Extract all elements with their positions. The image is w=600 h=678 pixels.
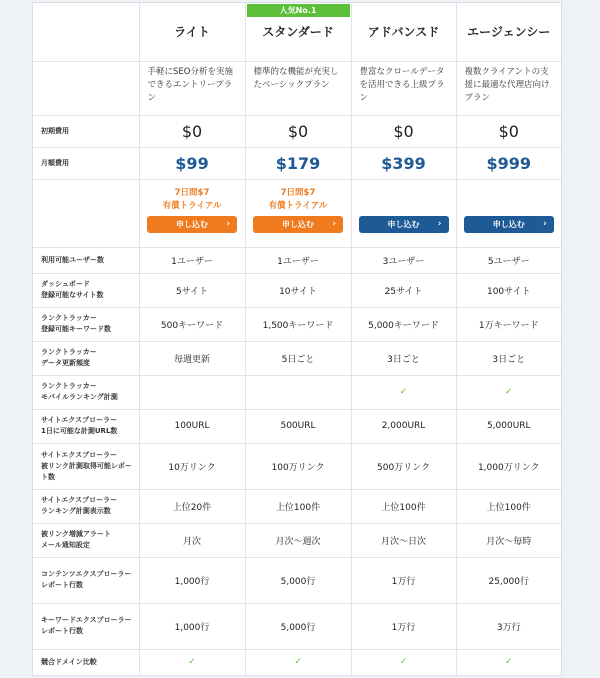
trial-offer-text: 7日間$7 有償トライアル — [162, 187, 222, 211]
feature-value-text: 5,000キーワード — [368, 320, 439, 331]
feature-value-text: 1万キーワード — [478, 320, 539, 331]
feature-value-agency — [456, 247, 561, 273]
feature-value-lite — [139, 523, 245, 557]
plan-desc-advanced: 豊富なクロールデータを活用できる上級プラン — [351, 61, 456, 115]
feature-value-text: 月次 — [182, 536, 201, 547]
feature-value-text: 1万行 — [391, 622, 416, 633]
feature-label: ダッシュボード 登録可能なサイト数 — [33, 273, 139, 307]
feature-value-text: 5サイト — [175, 286, 209, 297]
feature-value-text: 上位100件 — [381, 502, 426, 513]
feature-value-text: 3万行 — [496, 622, 521, 633]
feature-value-advanced — [351, 523, 456, 557]
check-icon: ✓ — [399, 657, 408, 667]
feature-row — [33, 523, 561, 557]
monthly-fee-label: 月額費用 — [33, 147, 139, 179]
feature-row — [33, 557, 561, 603]
feature-label: サイトエクスプローラー 被リンク計測取得可能レポート数 — [33, 443, 139, 489]
cta-cell-advanced — [351, 179, 456, 247]
initial-fee-row — [33, 115, 561, 147]
feature-value-lite — [139, 375, 245, 409]
feature-row — [33, 247, 561, 273]
feature-value-text: 月次～毎時 — [486, 536, 532, 547]
feature-value-advanced — [351, 649, 456, 675]
feature-value-agency — [456, 341, 561, 375]
feature-value-lite — [139, 247, 245, 273]
chevron-right-icon: › — [437, 218, 442, 229]
feature-value-text: 1ユーザー — [171, 256, 213, 267]
check-icon: ✓ — [504, 387, 513, 397]
feature-value-advanced — [351, 375, 456, 409]
feature-value-text: 500キーワード — [160, 320, 224, 331]
apply-button-standard[interactable] — [253, 216, 343, 233]
feature-value-text: 毎週更新 — [173, 354, 210, 365]
feature-value-lite — [139, 489, 245, 523]
monthly-fee-agency: $999 — [456, 147, 561, 179]
pricing-table-container — [32, 2, 562, 676]
feature-value-standard — [245, 603, 351, 649]
feature-value-text: 1ユーザー — [277, 256, 319, 267]
feature-row — [33, 341, 561, 375]
feature-value-text: 5,000URL — [486, 421, 531, 431]
feature-label: サイトエクスプローラー 1日に可能な計測URL数 — [33, 409, 139, 443]
check-icon: ✓ — [399, 387, 408, 397]
feature-value-text: 500URL — [280, 421, 316, 431]
feature-label: キーワードエクスプローラー レポート行数 — [33, 603, 139, 649]
feature-value-text: 100URL — [174, 421, 210, 431]
plan-desc-standard: 標準的な機能が充実したベーシックプラン — [245, 61, 351, 115]
feature-value-agency — [456, 409, 561, 443]
feature-value-text: 1,000万リンク — [477, 462, 540, 473]
monthly-fee-advanced: $399 — [351, 147, 456, 179]
feature-value-standard — [245, 489, 351, 523]
feature-value-text: 25,000行 — [488, 576, 529, 587]
feature-value-agency — [456, 603, 561, 649]
apply-button-advanced[interactable] — [359, 216, 449, 233]
feature-label: 競合ドメイン比較 — [33, 649, 139, 675]
chevron-right-icon: › — [543, 218, 547, 229]
feature-value-standard — [245, 307, 351, 341]
feature-value-standard — [245, 375, 351, 409]
feature-value-lite — [139, 273, 245, 307]
feature-value-text: 100万リンク — [271, 462, 325, 473]
feature-value-text: 500万リンク — [377, 462, 430, 473]
feature-value-lite — [139, 443, 245, 489]
apply-button-label: 申し込む — [176, 219, 208, 229]
monthly-fee-standard: $179 — [245, 147, 351, 179]
feature-value-text: 上位100件 — [486, 502, 531, 513]
apply-button-label: 申し込む — [387, 219, 420, 229]
feature-value-text: 1万行 — [391, 576, 416, 587]
apply-button-label: 申し込む — [282, 219, 314, 229]
initial-fee-label: 初期費用 — [33, 115, 139, 147]
apply-button-lite[interactable] — [147, 216, 237, 233]
feature-label: ランクトラッカー モバイルランキング計測 — [33, 375, 139, 409]
feature-value-advanced — [351, 341, 456, 375]
feature-value-text: 1,000行 — [174, 622, 210, 633]
feature-value-advanced — [351, 273, 456, 307]
feature-value-text: 5ユーザー — [487, 256, 530, 267]
check-icon: ✓ — [188, 657, 196, 667]
feature-value-standard — [245, 443, 351, 489]
feature-value-text: 1,500キーワード — [262, 320, 334, 331]
feature-value-text: 3日ごと — [387, 354, 420, 365]
feature-value-standard — [245, 557, 351, 603]
feature-value-text: 1,000行 — [174, 576, 210, 587]
feature-value-text: 3日ごと — [492, 354, 526, 365]
feature-row — [33, 649, 561, 675]
initial-fee-standard: $0 — [245, 115, 351, 147]
feature-value-standard — [245, 341, 351, 375]
feature-label: 被リンク増減アラート メール通知設定 — [33, 523, 139, 557]
cta-row — [33, 179, 561, 247]
feature-value-text: 10万リンク — [168, 462, 216, 473]
feature-row — [33, 603, 561, 649]
feature-value-advanced — [351, 557, 456, 603]
popular-badge: 人気No.1 — [247, 4, 350, 17]
feature-row — [33, 375, 561, 409]
initial-fee-lite: $0 — [139, 115, 245, 147]
monthly-fee-lite: $99 — [139, 147, 245, 179]
check-icon: ✓ — [294, 657, 302, 667]
feature-value-lite — [139, 341, 245, 375]
plan-name-advanced: アドバンスド — [351, 3, 456, 61]
chevron-right-icon: › — [226, 218, 230, 229]
feature-value-text: 5,000行 — [280, 622, 316, 633]
cta-cell-standard — [245, 179, 351, 247]
feature-value-text: 上位100件 — [275, 502, 321, 513]
feature-value-text: 25サイト — [384, 286, 423, 297]
feature-value-agency — [456, 523, 561, 557]
plan-name-agency: エージェンシー — [456, 3, 561, 61]
feature-value-text: 上位20件 — [172, 502, 212, 513]
feature-value-advanced — [351, 409, 456, 443]
desc-label-cell — [33, 61, 139, 115]
initial-fee-agency: $0 — [456, 115, 561, 147]
feature-value-agency — [456, 649, 561, 675]
feature-label: 利用可能ユーザー数 — [33, 247, 139, 273]
feature-value-text: 3ユーザー — [382, 256, 425, 267]
chevron-right-icon: › — [332, 218, 336, 229]
feature-label: サイトエクスプローラー ランキング計測表示数 — [33, 489, 139, 523]
feature-value-text: 月次～日次 — [380, 536, 426, 547]
plan-description-row — [33, 61, 561, 115]
apply-button-agency[interactable] — [464, 216, 554, 233]
feature-value-standard — [245, 247, 351, 273]
plan-desc-lite: 手軽にSEO分析を実施できるエントリープラン — [139, 61, 245, 115]
feature-value-text: 10サイト — [279, 286, 317, 297]
feature-row — [33, 409, 561, 443]
cta-cell-lite — [139, 179, 245, 247]
feature-value-text: 100サイト — [486, 286, 531, 297]
cta-label-cell — [33, 179, 139, 247]
feature-value-text: 5,000行 — [280, 576, 316, 587]
feature-label: コンテンツエクスプローラー レポート行数 — [33, 557, 139, 603]
plan-header-row — [33, 3, 561, 61]
feature-label: ランクトラッカー 登録可能キーワード数 — [33, 307, 139, 341]
feature-value-standard — [245, 649, 351, 675]
plan-name-standard: 人気No.1 スタンダード — [245, 3, 351, 61]
feature-value-agency — [456, 443, 561, 489]
feature-value-lite — [139, 649, 245, 675]
feature-value-text: 5日ごと — [281, 354, 315, 365]
feature-value-agency — [456, 489, 561, 523]
feature-value-agency — [456, 375, 561, 409]
feature-value-agency — [456, 307, 561, 341]
initial-fee-advanced: $0 — [351, 115, 456, 147]
cta-cell-agency — [456, 179, 561, 247]
feature-label: ランクトラッカー データ更新頻度 — [33, 341, 139, 375]
feature-value-text: 2,000URL — [381, 421, 426, 431]
plan-desc-agency: 複数クライアントの支援に最適な代理店向けプラン — [456, 61, 561, 115]
feature-value-advanced — [351, 247, 456, 273]
pricing-table — [33, 3, 561, 676]
trial-offer-text: 7日間$7 有償トライアル — [268, 187, 328, 211]
feature-value-lite — [139, 603, 245, 649]
feature-row — [33, 273, 561, 307]
feature-row — [33, 307, 561, 341]
feature-value-agency — [456, 273, 561, 307]
feature-value-lite — [139, 409, 245, 443]
feature-value-lite — [139, 557, 245, 603]
feature-value-agency — [456, 557, 561, 603]
corner-cell — [33, 3, 139, 61]
feature-value-advanced — [351, 307, 456, 341]
feature-value-advanced — [351, 489, 456, 523]
feature-row — [33, 489, 561, 523]
feature-value-standard — [245, 273, 351, 307]
feature-value-standard — [245, 409, 351, 443]
feature-value-advanced — [351, 603, 456, 649]
feature-value-text: 月次～週次 — [275, 536, 321, 547]
apply-button-label: 申し込む — [492, 219, 525, 229]
feature-value-advanced — [351, 443, 456, 489]
feature-value-lite — [139, 307, 245, 341]
plan-name-lite: ライト — [139, 3, 245, 61]
monthly-fee-row — [33, 147, 561, 179]
feature-value-standard — [245, 523, 351, 557]
check-icon: ✓ — [504, 657, 513, 667]
feature-row — [33, 443, 561, 489]
